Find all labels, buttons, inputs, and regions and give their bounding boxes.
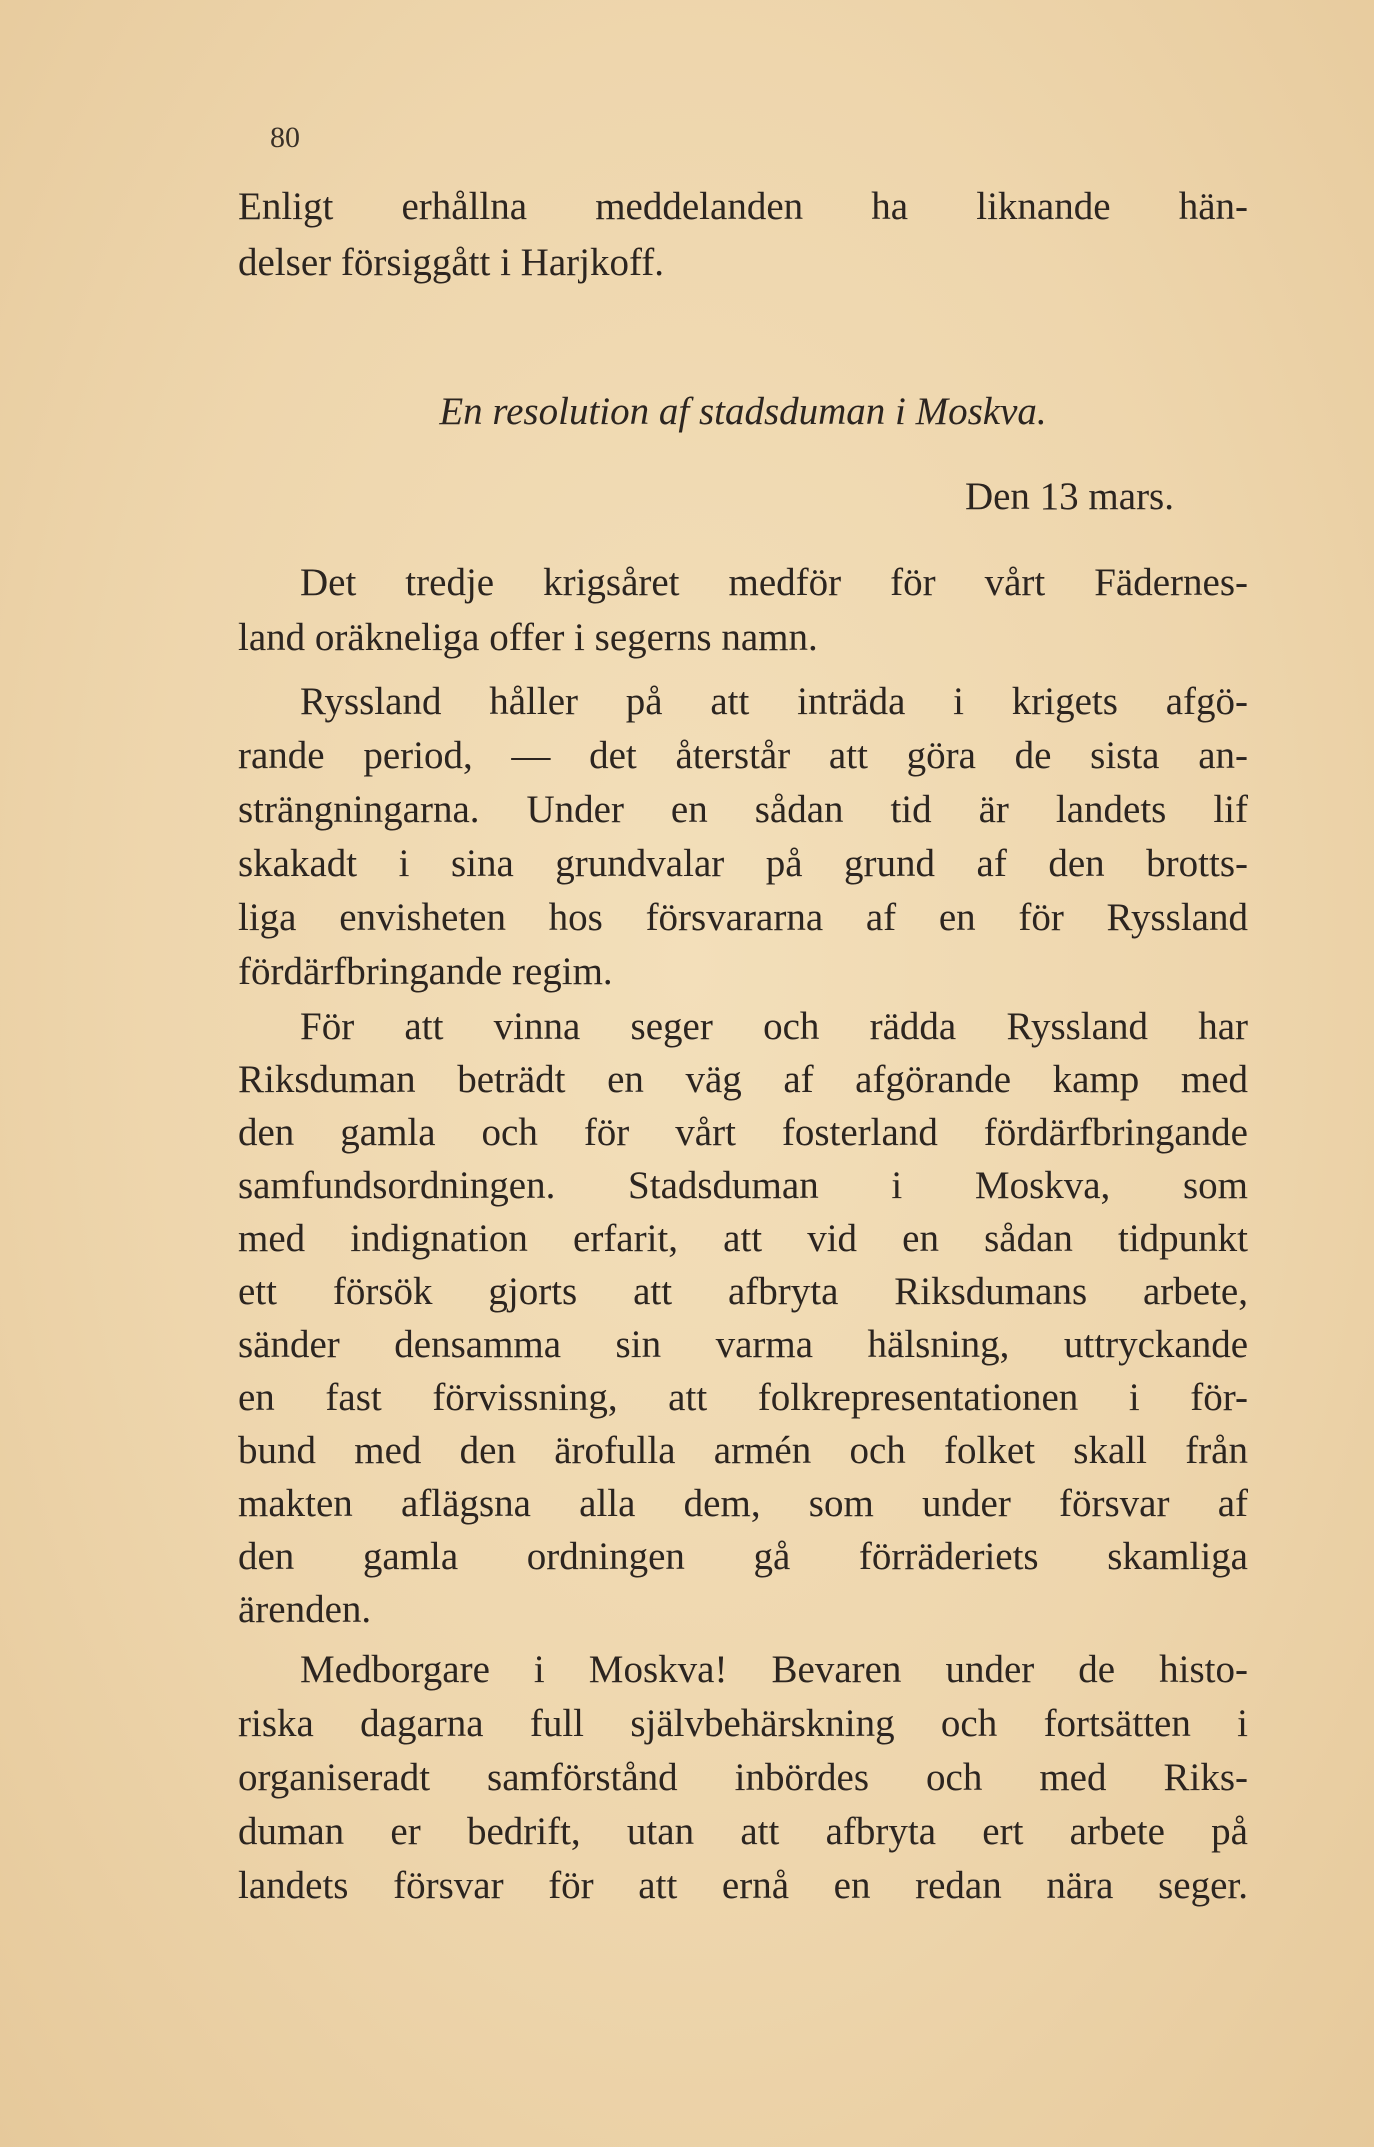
paragraph-3-line-8: en fast förvissning, att folkrepresentationen i för- bbox=[238, 1376, 1248, 1419]
paragraph-2-line-5: liga envisheten hos försvararna af en för Ryssland bbox=[238, 896, 1248, 939]
paragraph-3-line-6: ett försök gjorts att afbryta Riksdumans arbete, bbox=[238, 1270, 1248, 1313]
paragraph-2-line-4: skakadt i sina grundvalar på grund af den brotts- bbox=[238, 842, 1248, 885]
paragraph-1-line-2: land oräkneliga offer i segerns namn. bbox=[238, 616, 818, 659]
paragraph-3-line-4: samfundsordningen. Stadsduman i Moskva, som bbox=[238, 1164, 1248, 1207]
paragraph-1-line-1: Det tredje krigsåret medför för vårt Fädernes- bbox=[300, 561, 1248, 604]
paragraph-2-line-6: fördärfbringande regim. bbox=[238, 950, 613, 993]
date-line: Den 13 mars. bbox=[964, 475, 1174, 518]
paragraph-3-line-9: bund med den ärofulla armén och folket skall från bbox=[238, 1429, 1248, 1472]
paragraph-3-line-11: den gamla ordningen gå förräderiets skamliga bbox=[238, 1535, 1248, 1578]
paragraph-4-line-5: landets försvar för att ernå en redan nära seger. bbox=[238, 1864, 1248, 1907]
paragraph-4-line-1: Medborgare i Moskva! Bevaren under de histo- bbox=[300, 1648, 1248, 1691]
paragraph-3-line-5: med indignation erfarit, att vid en sådan tidpunkt bbox=[238, 1217, 1248, 1260]
section-heading: En resolution af stadsduman i Moskva. bbox=[439, 390, 1047, 433]
intro-line-2: delser försiggått i Harjkoff. bbox=[238, 241, 664, 284]
paragraph-4-line-4: duman er bedrift, utan att afbryta ert arbete på bbox=[238, 1810, 1248, 1853]
paragraph-2-line-3: strängningarna. Under en sådan tid är landets lif bbox=[238, 788, 1248, 831]
paragraph-3-line-12: ärenden. bbox=[238, 1588, 372, 1631]
paragraph-3-line-2: Riksduman beträdt en väg af afgörande kamp med bbox=[238, 1058, 1248, 1101]
paragraph-2-line-1: Ryssland håller på att inträda i krigets afgö- bbox=[300, 680, 1248, 723]
paragraph-3-line-1: För att vinna seger och rädda Ryssland har bbox=[300, 1005, 1248, 1048]
paragraph-4-line-2: riska dagarna full självbehärskning och fortsätten i bbox=[238, 1702, 1248, 1745]
paragraph-3-line-10: makten aflägsna alla dem, som under försvar af bbox=[238, 1482, 1248, 1525]
intro-line-1: Enligt erhållna meddelanden ha liknande hän- bbox=[238, 185, 1248, 228]
paragraph-3-line-3: den gamla och för vårt fosterland fördärfbringande bbox=[238, 1111, 1248, 1154]
paragraph-4-line-3: organiseradt samförstånd inbördes och med Riks- bbox=[238, 1756, 1248, 1799]
page-number: 80 bbox=[270, 121, 300, 154]
paragraph-3-line-7: sänder densamma sin varma hälsning, uttryckande bbox=[238, 1323, 1248, 1366]
paragraph-2-line-2: rande period, — det återstår att göra de sista an- bbox=[238, 734, 1248, 777]
